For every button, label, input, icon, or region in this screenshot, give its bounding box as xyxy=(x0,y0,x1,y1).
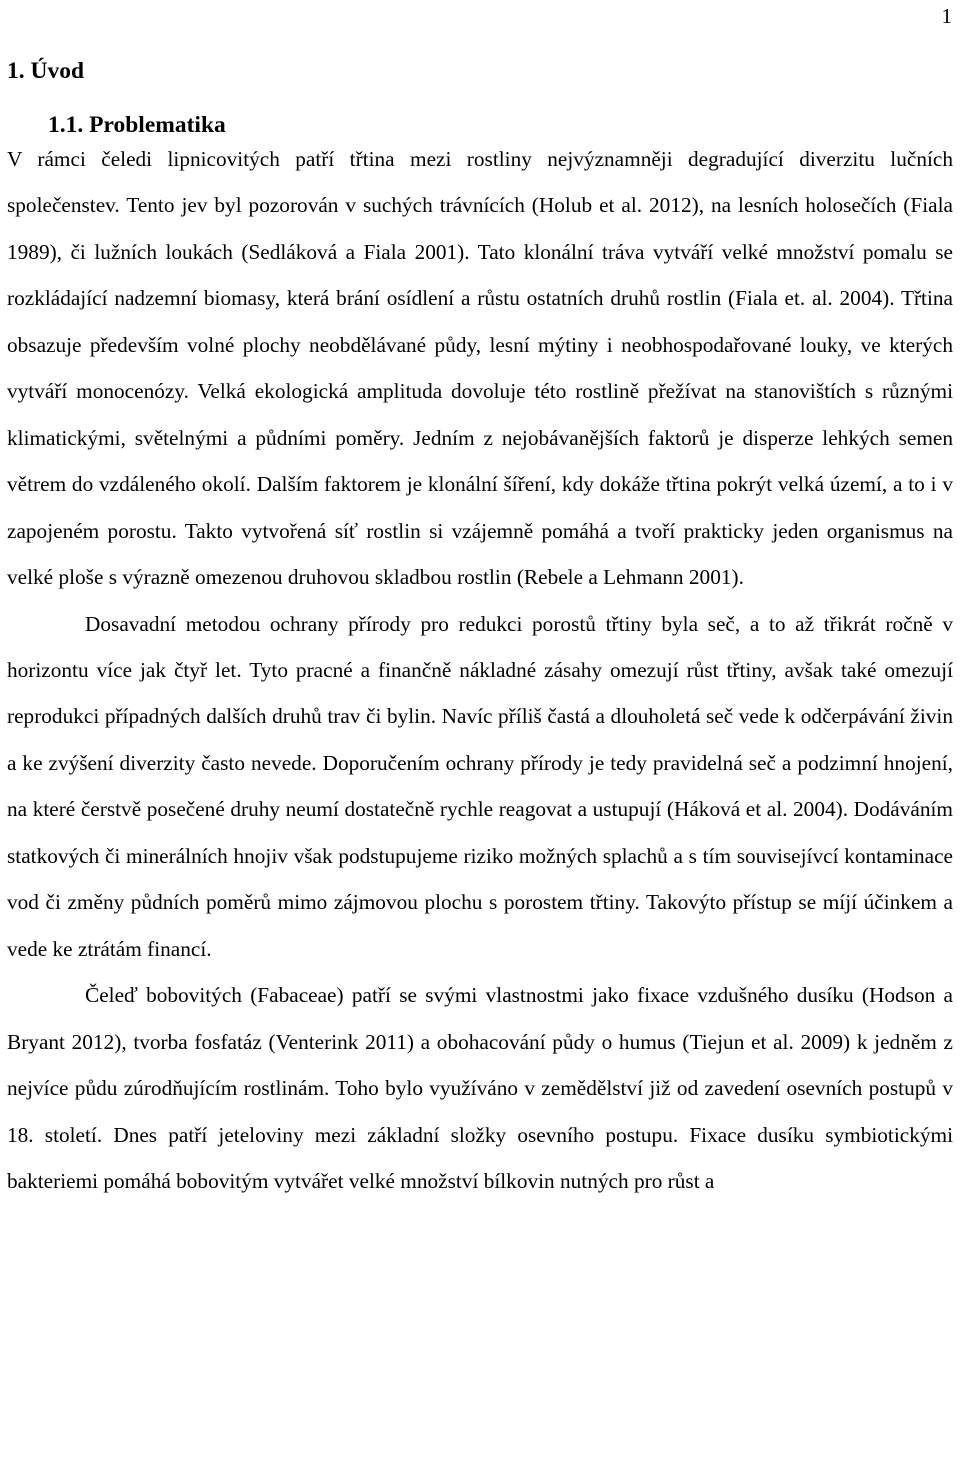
section-heading: 1.1. Problematika xyxy=(48,112,226,138)
paragraph-1: V rámci čeledi lipnicovitých patří třtina mezi rostliny nejvýznamněji degradující diverzitu lučních společenstev. Tento jev byl pozorován v suchých trávnících (Holub et al. 2012), na lesních holosečích (Fiala 1989), či lužních loukách (Sedláková a Fiala 2001). Tato klonální tráva vytváří velké množství pomalu se rozkládající nadzemní biomasy, která brání osídlení a růstu ostatních druhů rostlin (Fiala et. al. 2004). Třtina obsazuje především volné plochy neobdělávané půdy, lesní mýtiny i neobhospodařované louky, ve kterých vytváří monocenózy. Velká ekologická amplituda dovoluje této rostlině přežívat na stanovištích s různými klimatickými, světelnými a půdními poměry. Jedním z nejobávanějších faktorů je disperze lehkých semen větrem do vzdáleného okolí. Dalším faktorem je klonální šíření, kdy dokáže třtina pokrýt velká území, a to i v zapojeném porostu. Takto vytvořená síť rostlin si vzájemně pomáhá a tvoří prakticky jeden organismus na velké ploše s výrazně omezenou druhovou skladbou rostlin (Rebele a Lehmann 2001). xyxy=(7,147,953,590)
page-number: 1 xyxy=(941,4,952,28)
body-text xyxy=(7,136,953,1204)
paragraph-3: Čeleď bobovitých (Fabaceae) patří se svými vlastnostmi jako fixace vzdušného dusíku (Hodson a Bryant 2012), tvorba fosfatáz (Venterink 2011) a obohacování půdy o humus (Tiejun et al. 2009) k jedněm z nejvíce půdu zúrodňujícím rostlinám. Toho bylo využíváno v zemědělství již od zavedení osevních postupů v 18. století. Dnes patří jeteloviny mezi základní složky osevního postupu. Fixace dusíku symbiotickými bakteriemi pomáhá bobovitým vytvářet velké množství bílkovin nutných pro růst a xyxy=(7,983,953,1193)
paragraph-2: Dosavadní metodou ochrany přírody pro redukci porostů třtiny byla seč, a to až třikrát ročně v horizontu více jak čtyř let. Tyto pracné a finančně nákladné zásahy omezují růst třtiny, avšak také omezují reprodukci případných dalších druhů trav či bylin. Navíc příliš častá a dlouholetá seč vede k odčerpávání živin a ke zvýšení diverzity často nevede. Doporučením ochrany přírody je tedy pravidelná seč a podzimní hnojení, na které čerstvě posečené druhy neumí dostatečně rychle reagovat a ustupují (Háková et al. 2004). Dodáváním statkových či minerálních hnojiv však podstupujeme riziko možných splachů a s tím souvisejívcí kontaminace vod či změny půdních poměrů mimo zájmovou plochu s porostem třtiny. Takovýto přístup se míjí účinkem a vede ke ztrátám financí. xyxy=(7,611,953,961)
chapter-heading: 1. Úvod xyxy=(7,58,85,84)
